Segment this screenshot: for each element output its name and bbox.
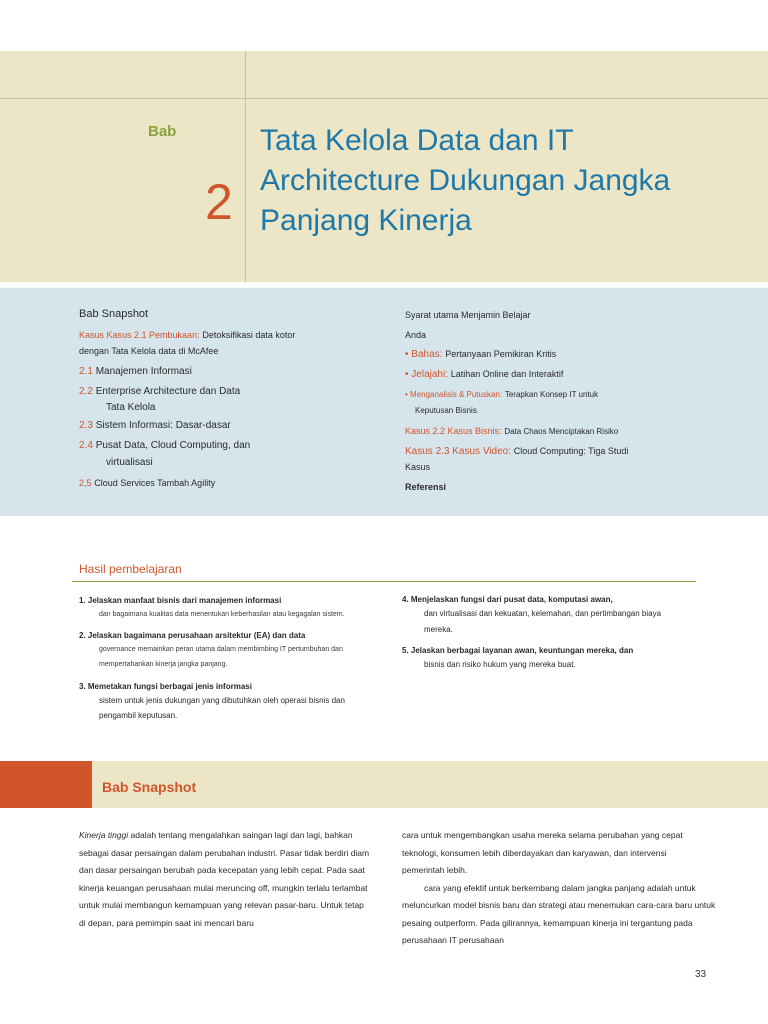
body-line: di depan, para pemimpin saat ini mencari baru — [79, 917, 254, 928]
page-number: 33 — [695, 969, 707, 980]
body-line: pemerintah lebih. — [402, 865, 468, 875]
resource-menganalisis — [405, 388, 598, 402]
body-line: cara yang efektif untuk berkembang dalam jangka panjang adalah untuk — [424, 882, 696, 893]
body-line — [79, 827, 369, 845]
resource-text: Pertanyaan Pemikiran Kritis — [445, 349, 557, 359]
toc-item-2-5 — [79, 476, 215, 491]
resources-intro: Syarat utama Menjamin Belajar — [405, 310, 531, 320]
section-heading: Bab Snapshot — [102, 779, 197, 795]
case-2-2 — [405, 424, 618, 439]
outcome-1: 1. Jelaskan manfaat bisnis dari manajemen informasi — [79, 596, 282, 605]
section-bar-accent — [0, 761, 92, 808]
chapter-number: 2 — [205, 174, 233, 230]
body-emphasis: Kinerja tinggi — [79, 830, 129, 840]
case-2-3-text: Cloud Computing: Tiga Studi — [513, 446, 629, 456]
body-line: kinerja keuangan perusahaan mulai meruncing off, mungkin terlalu terlambat — [79, 882, 368, 893]
outcome-4-detail: mereka. — [424, 625, 453, 634]
chapter-title-line: Architecture Dukungan Jangka — [260, 164, 671, 197]
outcome-3: 3. Memetakan fungsi berbagai jenis informasi — [79, 682, 252, 691]
resources-intro-cont: Anda — [405, 330, 427, 340]
toc-item-number: 2.1 — [79, 366, 93, 377]
toc-item-label: Pusat Data, Cloud Computing, dan — [95, 440, 251, 451]
header-divider — [0, 98, 768, 99]
body-text: adalah tentang mengalahkan saingan lagi dan lagi, bahkan — [130, 830, 353, 840]
chapter-header — [0, 51, 768, 282]
toc-item-2-4 — [79, 439, 250, 453]
toc-item-number: 2,5 — [79, 478, 92, 488]
toc-item-label: Enterprise Architecture dan Data — [95, 386, 241, 397]
toc-item-label: Sistem Informasi: Dasar-dasar — [95, 420, 231, 431]
outcome-1-detail: dan bagaimana kualitas data menentukan keberhasilan atau kegagalan sistem. — [99, 611, 345, 618]
outcome-4: 4. Menjelaskan fungsi dari pusat data, komputasi awan, — [402, 595, 613, 604]
body-line: cara untuk mengembangkan usaha mereka selama perubahan yang cepat — [402, 830, 683, 840]
references-heading: Referensi — [405, 482, 447, 492]
case-2-1-text-cont: dengan Tata Kelola data di McAfee — [79, 346, 219, 356]
case-2-3 — [405, 444, 628, 459]
snapshot-box — [0, 288, 768, 516]
body-line: dan dasar persaingan berubah pada kecepatan yang lebih cepat. Pada saat — [79, 865, 365, 875]
outcomes-heading: Hasil pembelajaran — [79, 562, 182, 576]
outcome-3-detail: sistem untuk jenis dukungan yang dibutuhkan oleh operasi bisnis dan — [99, 696, 345, 705]
header-column-divider — [245, 51, 246, 282]
chapter-title-line: Tata Kelola Data dan IT — [260, 124, 574, 157]
toc-item-label: Manajemen Informasi — [95, 366, 192, 377]
chapter-title-line: Panjang Kinerja — [260, 204, 472, 237]
outcome-4-detail: dan virtualisasi dan kekuatan, kelemahan, dan pertimbangan biaya — [424, 609, 662, 618]
resource-menganalisis-cont: Keputusan Bisnis — [415, 406, 477, 415]
body-line: sebagai dasar persaingan dalam perubahan industri. Pasar tidak berdiri diam — [79, 847, 370, 858]
resource-label: • Menganalisis & Putuskan: — [405, 390, 503, 399]
body-line: perusahaan IT perusahaan — [402, 935, 504, 945]
case-2-1-label: Kasus Kasus 2.1 Pembukaan: — [79, 330, 200, 340]
chapter-title — [260, 121, 760, 241]
resource-label: • Jelajahi: — [405, 369, 448, 380]
outcome-5: 5. Jelaskan berbagai layanan awan, keuntungan mereka, dan — [402, 646, 634, 655]
case-2-2-label: Kasus 2.2 Kasus Bisnis: — [405, 426, 502, 436]
chapter-label: Bab — [148, 123, 177, 140]
case-2-3-label: Kasus 2.3 Kasus Video: — [405, 446, 511, 457]
toc-item-2-2 — [79, 385, 240, 399]
toc-item-number: 2.3 — [79, 420, 93, 431]
resource-bahas — [405, 347, 556, 362]
resource-text: Terapkan Konsep IT untuk — [504, 390, 599, 399]
case-2-2-text: Data Chaos Menciptakan Risiko — [504, 427, 619, 436]
case-2-1 — [79, 328, 295, 343]
toc-item-2-2-cont: Tata Kelola — [106, 402, 156, 413]
body-line: meluncurkan model bisnis baru dan strategi atau menemukan cara-cara baru untuk — [402, 900, 716, 910]
case-2-3-cont: Kasus — [405, 462, 431, 472]
body-line: pesaing outperform. Pada gilirannya, kemampuan kinerja ini tergantung pada — [402, 917, 693, 928]
outcome-2-detail: mempertahankan kinerja jangka panjang. — [99, 661, 228, 668]
toc-item-number: 2.2 — [79, 386, 93, 397]
resource-text: Latihan Online dan Interaktif — [450, 369, 564, 379]
outcome-3-detail: pengambil keputusan. — [99, 711, 178, 720]
body-line: untuk mulai membangun kemampuan yang relevan pasar-baru. Untuk tetap — [79, 900, 364, 910]
body-column-left — [79, 827, 369, 932]
body-column-right — [402, 827, 715, 950]
snapshot-heading: Bab Snapshot — [79, 308, 149, 320]
resource-label: • Bahas: — [405, 349, 443, 360]
outcomes-divider — [72, 581, 696, 582]
case-2-1-text: Detoksifikasi data kotor — [202, 330, 296, 340]
toc-item-2-4-cont: virtualisasi — [106, 457, 153, 468]
resource-jelajahi — [405, 367, 563, 382]
outcome-2-detail: governance memainkan peran utama dalam membimbing IT pertumbuhan dan — [99, 646, 343, 653]
toc-item-number: 2.4 — [79, 440, 93, 451]
toc-item-label: Cloud Services Tambah Agility — [94, 478, 216, 488]
outcome-2: 2. Jelaskan bagaimana perusahaan arsitektur (EA) dan data — [79, 631, 306, 640]
toc-item-2-1 — [79, 365, 192, 379]
outcome-5-detail: bisnis dan risiko hukum yang mereka buat. — [424, 660, 576, 669]
body-line: teknologi, konsumen lebih diberdayakan dan karyawan, dan intervensi — [402, 847, 667, 858]
toc-item-2-3 — [79, 419, 231, 433]
